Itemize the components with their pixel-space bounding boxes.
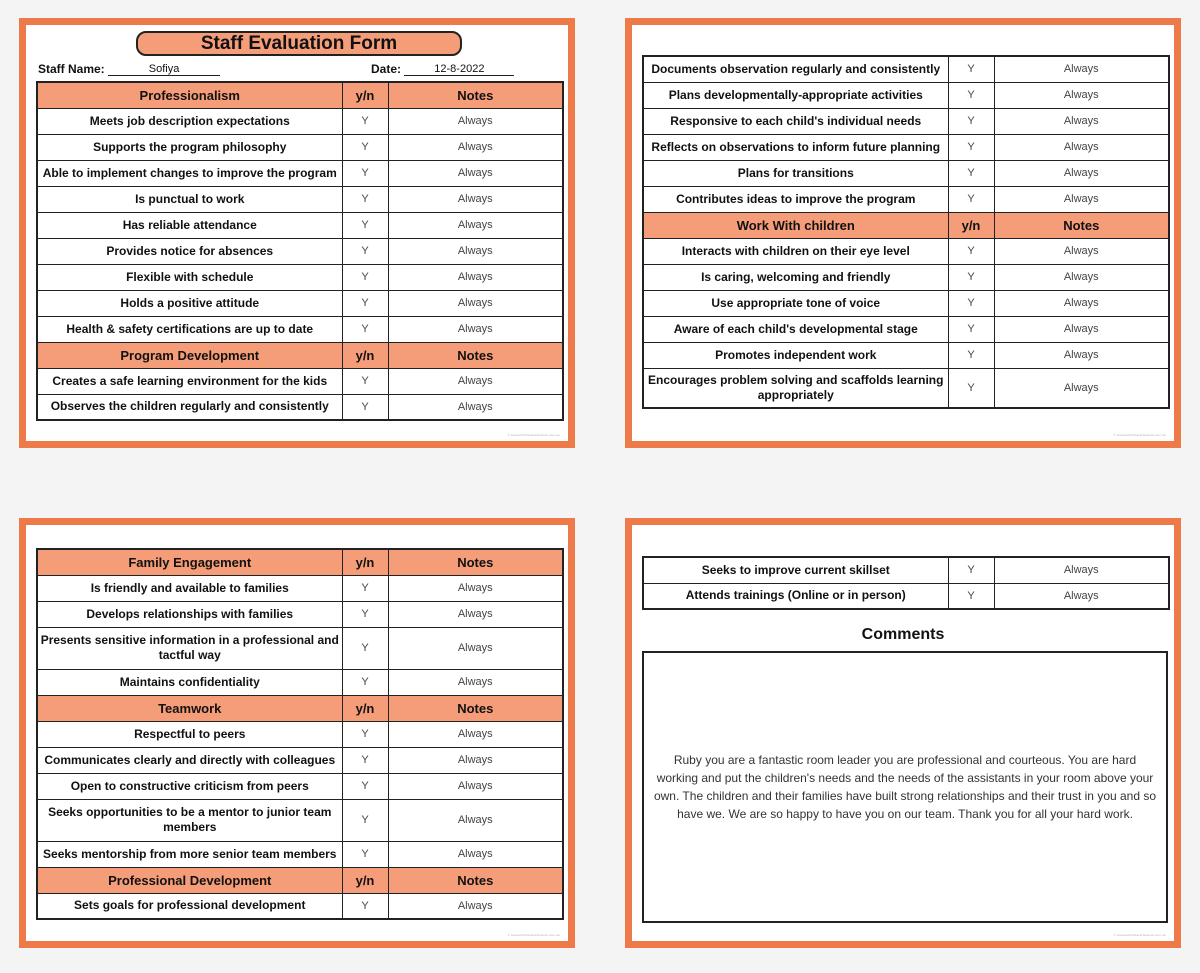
yn-value: Y <box>948 368 994 408</box>
note-value: Always <box>994 316 1169 342</box>
note-value: Always <box>388 575 563 601</box>
note-value: Always <box>388 893 563 919</box>
table-row <box>37 601 563 627</box>
criterion: Aware of each child's developmental stage <box>643 316 948 342</box>
criterion: Maintains confidentiality <box>37 669 342 695</box>
table-row <box>643 264 1169 290</box>
table-row <box>37 212 563 238</box>
evaluation-table-2 <box>642 55 1170 409</box>
note-value: Always <box>994 238 1169 264</box>
yn-value: Y <box>948 82 994 108</box>
table-row <box>37 160 563 186</box>
yn-value: Y <box>342 394 388 420</box>
section-title: Teamwork <box>37 695 342 721</box>
criterion: Sets goals for professional development <box>37 893 342 919</box>
note-value: Always <box>994 583 1169 609</box>
table-row <box>37 108 563 134</box>
criterion: Has reliable attendance <box>37 212 342 238</box>
criterion: Is punctual to work <box>37 186 342 212</box>
yn-value: Y <box>342 841 388 867</box>
note-value: Always <box>388 186 563 212</box>
yn-value: Y <box>948 316 994 342</box>
note-value: Always <box>994 108 1169 134</box>
note-value: Always <box>388 669 563 695</box>
criterion: Interacts with children on their eye level <box>643 238 948 264</box>
note-value: Always <box>388 773 563 799</box>
date-row <box>371 62 514 76</box>
note-value: Always <box>994 134 1169 160</box>
yn-column-header: y/n <box>342 82 388 108</box>
copyright-watermark: © AussieChildcareNetwork.com.au <box>507 933 560 937</box>
table-row <box>37 799 563 841</box>
table-row <box>37 721 563 747</box>
yn-value: Y <box>342 669 388 695</box>
criterion: Able to implement changes to improve the program <box>37 160 342 186</box>
note-value: Always <box>994 264 1169 290</box>
section-header <box>37 549 563 575</box>
table-row <box>37 316 563 342</box>
note-value: Always <box>994 186 1169 212</box>
criterion: Reflects on observations to inform future planning <box>643 134 948 160</box>
notes-column-header: Notes <box>388 549 563 575</box>
yn-value: Y <box>948 264 994 290</box>
yn-value: Y <box>948 108 994 134</box>
table-row <box>643 583 1169 609</box>
table-row <box>37 841 563 867</box>
comments-heading: Comments <box>861 626 945 643</box>
criterion: Communicates clearly and directly with colleagues <box>37 747 342 773</box>
yn-value: Y <box>948 290 994 316</box>
criterion: Health & safety certifications are up to date <box>37 316 342 342</box>
criterion: Flexible with schedule <box>37 264 342 290</box>
yn-value: Y <box>342 290 388 316</box>
yn-value: Y <box>342 747 388 773</box>
criterion: Documents observation regularly and consistently <box>643 56 948 82</box>
note-value: Always <box>388 747 563 773</box>
table-row <box>37 238 563 264</box>
yn-value: Y <box>948 56 994 82</box>
form-page-2 <box>625 18 1181 448</box>
table-row <box>37 627 563 669</box>
date-label: Date: <box>371 62 402 76</box>
criterion: Plans developmentally-appropriate activities <box>643 82 948 108</box>
table-row <box>37 575 563 601</box>
table-row <box>643 82 1169 108</box>
staff-name-value: Sofiya <box>108 64 220 76</box>
note-value: Always <box>388 212 563 238</box>
criterion: Seeks mentorship from more senior team members <box>37 841 342 867</box>
copyright-watermark: © AussieChildcareNetwork.com.au <box>1113 433 1166 437</box>
yn-column-header: y/n <box>948 212 994 238</box>
table-row <box>37 773 563 799</box>
note-value: Always <box>388 160 563 186</box>
note-value: Always <box>388 368 563 394</box>
criterion: Holds a positive attitude <box>37 290 342 316</box>
criterion: Encourages problem solving and scaffolds learning appropriately <box>643 368 948 408</box>
yn-value: Y <box>342 134 388 160</box>
criterion: Seeks to improve current skillset <box>643 557 948 583</box>
note-value: Always <box>388 134 563 160</box>
notes-column-header: Notes <box>388 867 563 893</box>
table-row <box>643 290 1169 316</box>
note-value: Always <box>994 290 1169 316</box>
yn-value: Y <box>342 368 388 394</box>
table-row <box>37 368 563 394</box>
section-header <box>37 342 563 368</box>
criterion: Open to constructive criticism from peers <box>37 773 342 799</box>
table-row <box>643 238 1169 264</box>
criterion: Is friendly and available to families <box>37 575 342 601</box>
note-value: Always <box>994 368 1169 408</box>
note-value: Always <box>388 394 563 420</box>
note-value: Always <box>994 160 1169 186</box>
table-row <box>643 186 1169 212</box>
note-value: Always <box>388 108 563 134</box>
table-row <box>643 160 1169 186</box>
note-value: Always <box>388 601 563 627</box>
yn-value: Y <box>948 557 994 583</box>
note-value: Always <box>388 238 563 264</box>
table-row <box>643 316 1169 342</box>
yn-value: Y <box>948 238 994 264</box>
yn-value: Y <box>342 627 388 669</box>
note-value: Always <box>994 342 1169 368</box>
table-row <box>37 893 563 919</box>
yn-column-header: y/n <box>342 342 388 368</box>
table-row <box>37 134 563 160</box>
table-row <box>37 394 563 420</box>
criterion: Creates a safe learning environment for the kids <box>37 368 342 394</box>
note-value: Always <box>388 799 563 841</box>
yn-value: Y <box>948 160 994 186</box>
form-page-3 <box>19 518 575 948</box>
yn-value: Y <box>342 186 388 212</box>
yn-column-header: y/n <box>342 549 388 575</box>
criterion: Respectful to peers <box>37 721 342 747</box>
criterion: Provides notice for absences <box>37 238 342 264</box>
notes-column-header: Notes <box>388 342 563 368</box>
yn-value: Y <box>948 186 994 212</box>
section-header <box>37 82 563 108</box>
criterion: Promotes independent work <box>643 342 948 368</box>
note-value: Always <box>388 721 563 747</box>
notes-column-header: Notes <box>388 82 563 108</box>
table-row <box>643 108 1169 134</box>
criterion: Contributes ideas to improve the program <box>643 186 948 212</box>
criterion: Seeks opportunities to be a mentor to junior team members <box>37 799 342 841</box>
criterion: Presents sensitive information in a professional and tactful way <box>37 627 342 669</box>
section-title: Professional Development <box>37 867 342 893</box>
yn-value: Y <box>342 575 388 601</box>
staff-name-row <box>38 62 220 76</box>
table-row <box>643 134 1169 160</box>
staff-name-label: Staff Name: <box>38 62 105 76</box>
note-value: Always <box>994 82 1169 108</box>
table-row <box>643 342 1169 368</box>
criterion: Meets job description expectations <box>37 108 342 134</box>
copyright-watermark: © AussieChildcareNetwork.com.au <box>1113 933 1166 937</box>
notes-column-header: Notes <box>388 695 563 721</box>
yn-value: Y <box>342 160 388 186</box>
section-header <box>37 867 563 893</box>
yn-value: Y <box>342 238 388 264</box>
note-value: Always <box>388 264 563 290</box>
table-row <box>37 264 563 290</box>
yn-value: Y <box>342 264 388 290</box>
yn-value: Y <box>342 108 388 134</box>
yn-value: Y <box>342 212 388 238</box>
criterion: Plans for transitions <box>643 160 948 186</box>
yn-value: Y <box>948 583 994 609</box>
date-value: 12-8-2022 <box>404 64 514 76</box>
table-row <box>643 56 1169 82</box>
notes-column-header: Notes <box>994 212 1169 238</box>
criterion: Observes the children regularly and consistently <box>37 394 342 420</box>
table-row <box>37 290 563 316</box>
yn-value: Y <box>342 773 388 799</box>
table-row <box>37 669 563 695</box>
section-title: Professionalism <box>37 82 342 108</box>
criterion: Is caring, welcoming and friendly <box>643 264 948 290</box>
note-value: Always <box>388 290 563 316</box>
comments-text: Ruby you are a fantastic room leader you are professional and courteous. You are hard working and put the children's needs and the needs of the assistants in your room above your own. The children and their families have built strong relationships and their trust in you and so have we. We are so happy to have you on our team. Thank you for all your hard work. <box>653 753 1157 821</box>
criterion: Develops relationships with families <box>37 601 342 627</box>
comments-box <box>642 651 1168 923</box>
criterion: Responsive to each child's individual needs <box>643 108 948 134</box>
yn-value: Y <box>342 601 388 627</box>
form-page-1 <box>19 18 575 448</box>
yn-value: Y <box>342 721 388 747</box>
yn-value: Y <box>948 134 994 160</box>
evaluation-table-3 <box>36 548 564 920</box>
form-page-4 <box>625 518 1181 948</box>
note-value: Always <box>994 56 1169 82</box>
note-value: Always <box>388 841 563 867</box>
criterion: Supports the program philosophy <box>37 134 342 160</box>
section-title: Program Development <box>37 342 342 368</box>
table-row <box>37 747 563 773</box>
criterion: Attends trainings (Online or in person) <box>643 583 948 609</box>
table-row <box>37 186 563 212</box>
table-row <box>643 368 1169 408</box>
note-value: Always <box>994 557 1169 583</box>
yn-value: Y <box>342 893 388 919</box>
section-title: Work With children <box>643 212 948 238</box>
table-row <box>643 557 1169 583</box>
copyright-watermark: © AussieChildcareNetwork.com.au <box>507 433 560 437</box>
yn-value: Y <box>342 799 388 841</box>
section-header <box>37 695 563 721</box>
note-value: Always <box>388 627 563 669</box>
form-title: Staff Evaluation Form <box>136 31 462 56</box>
yn-value: Y <box>342 316 388 342</box>
yn-column-header: y/n <box>342 695 388 721</box>
section-title: Family Engagement <box>37 549 342 575</box>
evaluation-table-1 <box>36 81 564 421</box>
criterion: Use appropriate tone of voice <box>643 290 948 316</box>
evaluation-table-4 <box>642 556 1170 610</box>
note-value: Always <box>388 316 563 342</box>
yn-column-header: y/n <box>342 867 388 893</box>
section-header <box>643 212 1169 238</box>
yn-value: Y <box>948 342 994 368</box>
